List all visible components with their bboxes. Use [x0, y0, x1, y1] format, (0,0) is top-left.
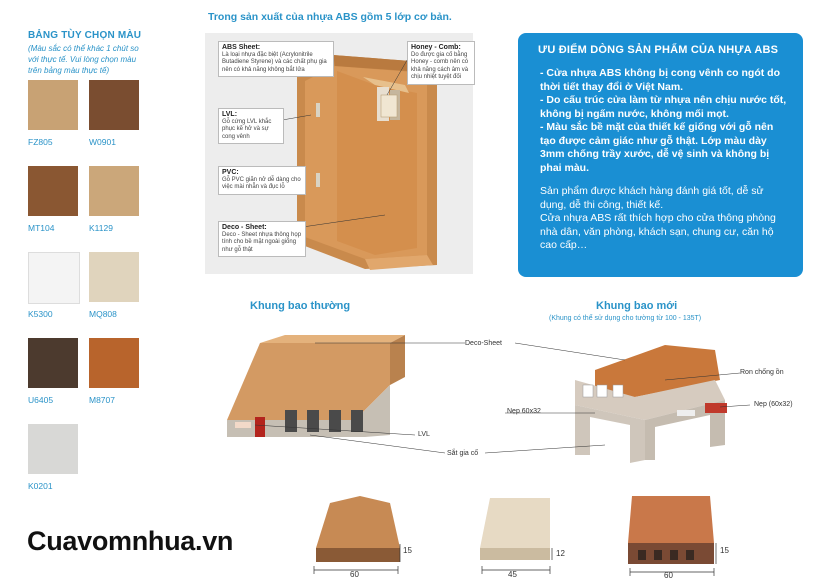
brand-logo-text: Cuavomnhua.vn — [27, 526, 234, 556]
label-steel-reinforcement: Sắt gia cố — [447, 450, 479, 457]
callout-pvc-text: Gỗ PVC giãn nở dễ dàng cho việc mài nhẵn và đục lỗ — [222, 176, 301, 190]
callout-deco-sheet — [218, 221, 306, 257]
callout-abs-sheet — [218, 41, 334, 77]
trim-profiles — [300, 488, 740, 580]
color-swatch[interactable] — [28, 338, 78, 388]
label-deco-sheet: Deco-Sheet — [465, 340, 502, 347]
callout-abs-sheet-title: ABS Sheet: — [222, 44, 261, 51]
color-swatch[interactable] — [89, 338, 139, 388]
trim-2-width: 45 — [508, 570, 517, 579]
trim-3-height: 15 — [720, 546, 729, 555]
color-swatch-code: K1129 — [89, 223, 113, 233]
color-swatch-code: K5300 — [28, 309, 53, 319]
callout-honey-comb — [407, 41, 475, 85]
callout-pvc-title: PVC: — [222, 169, 239, 176]
advantages-para-rating: Sản phẩm được khách hàng đánh giá tốt, dễ sử dụng, dễ thi công, thiết kế. — [540, 185, 764, 211]
color-swatch[interactable] — [89, 80, 139, 130]
advantage-point: - Do cấu trúc cửa làm từ nhựa nên chịu nước tốt, không bị ngấm nước, không mối mọt. — [540, 94, 787, 120]
layers-title: Trong sản xuất của nhựa ABS gồm 5 lớp cơ bản. — [208, 11, 452, 23]
callout-lvl-text: Gỗ cứng LVL khắc phục kẽ hở và sự cong vênh — [222, 118, 272, 140]
label-trim-left: Nẹp 60x32 — [507, 408, 541, 415]
color-swatch[interactable] — [89, 252, 139, 302]
color-swatch[interactable] — [89, 166, 139, 216]
trim-2-height: 12 — [556, 549, 565, 558]
advantages-box — [518, 33, 803, 277]
color-swatch-code: FZ805 — [28, 137, 53, 147]
advantages-para-usage: Cửa nhựa ABS rất thích hợp cho cửa thông phòng nhà dân, văn phòng, khách sạn, chung cư, căn hộ cao cấp… — [540, 212, 776, 251]
callout-honey-comb-title: Honey - Comb: — [411, 44, 461, 51]
color-swatch[interactable] — [28, 166, 78, 216]
color-swatch-code: K0201 — [28, 481, 53, 491]
color-swatch-code: MQ808 — [89, 309, 117, 319]
callout-deco-sheet-text: Deco - Sheet nhựa thông họp tính cho bề mặt ngoài giống như gỗ thật — [222, 231, 302, 253]
trim-3-width: 60 — [664, 571, 673, 580]
swatch-panel-title: BẢNG TÙY CHỌN MÀU — [28, 30, 142, 41]
advantages-title: ƯU ĐIỂM DÒNG SẢN PHẨM CỦA NHỰA ABS — [538, 44, 779, 56]
trim-profile-3 — [628, 496, 716, 576]
callout-deco-sheet-title: Deco - Sheet: — [222, 224, 267, 231]
color-swatch-code: W0901 — [89, 137, 116, 147]
callout-honey-comb-text: Do được gia cố bằng Honey - comb nên có khả năng cách âm và chịu nhiệt tuyệt đối — [411, 51, 469, 80]
new-frame-subtitle: (Khung có thể sử dụng cho tường từ 100 - 135T) — [549, 315, 702, 322]
label-trim-right: Nẹp (60x32) — [754, 401, 793, 408]
callout-lvl — [218, 108, 284, 144]
color-swatch-code: U6405 — [28, 395, 54, 405]
frame-cross-sections — [215, 325, 815, 465]
color-swatch[interactable] — [28, 424, 78, 474]
advantage-point: - Màu sắc bề mặt của thiết kế giống với gỗ nên tạo được cảm giác như gỗ thật. Lớp màu dày 3mm chống trầy xước, dễ vệ sinh và không bị phai màu. — [540, 121, 774, 174]
trim-profile-2 — [480, 498, 552, 574]
color-swatch[interactable] — [28, 252, 80, 304]
regular-frame-profile — [227, 335, 405, 437]
regular-frame-title: Khung bao thường — [250, 300, 351, 312]
trim-1-width: 60 — [350, 570, 359, 579]
color-swatch-code: M8707 — [89, 395, 115, 405]
color-swatch[interactable] — [28, 80, 78, 130]
callout-pvc — [218, 166, 306, 195]
label-lvl: LVL — [418, 431, 430, 438]
callout-lvl-title: LVL: — [222, 111, 238, 118]
advantage-point: - Cửa nhựa ABS không bị cong vênh co ngót do thời tiết thay đổi ở Việt Nam. — [540, 67, 780, 93]
advantages-body — [540, 67, 790, 253]
swatch-panel-note: (Màu sắc có thể khác 1 chút so với thực tế. Vui lòng chọn màu trên bảng màu thực tế) — [28, 44, 139, 75]
label-noise-seal: Ron chống ồn — [740, 369, 784, 376]
callout-abs-sheet-text: Là loại nhựa đặc biệt (Acrylonitrile Butadiene Styrene) và các chất phụ gia nên có khả năng không bắt lửa — [222, 51, 327, 73]
trim-1-height: 15 — [403, 546, 412, 555]
color-swatch-code: MT104 — [28, 223, 55, 233]
trim-profile-1 — [314, 496, 400, 574]
new-frame-title: Khung bao mới — [596, 300, 678, 312]
door-cutaway-photo — [205, 33, 473, 274]
